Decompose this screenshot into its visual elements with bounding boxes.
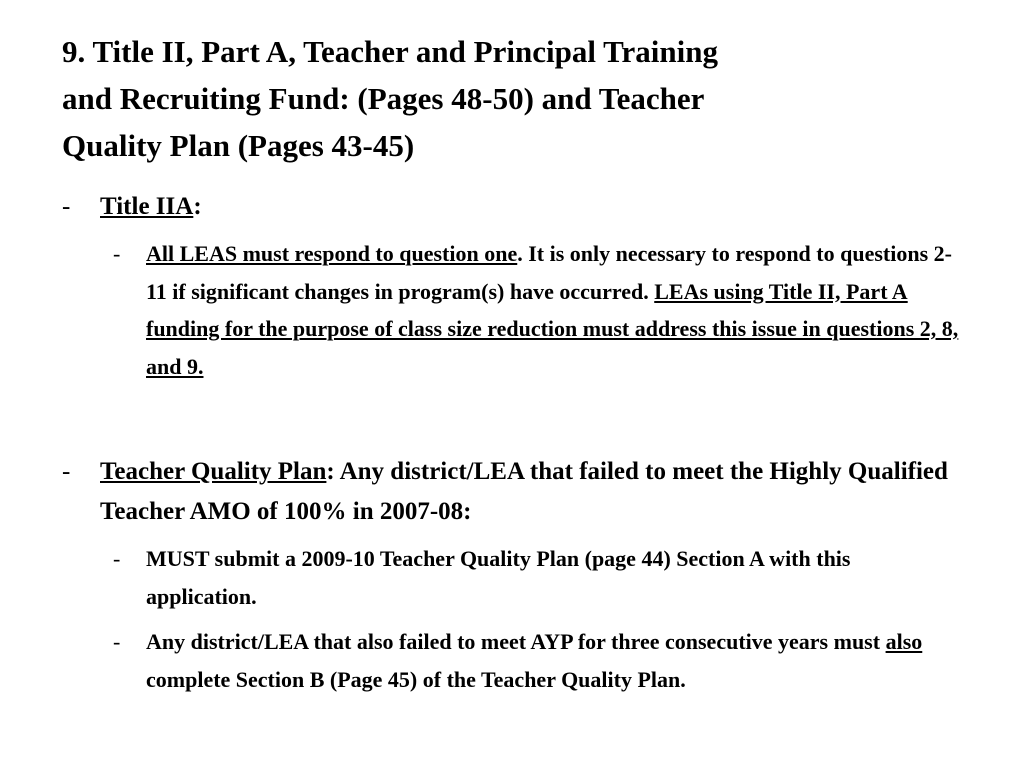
bullet-title-iia xyxy=(62,187,970,227)
bullet-dash: - xyxy=(62,193,71,220)
sub-bullet-dash: - xyxy=(113,546,121,571)
all-leas-requirement: All LEAS must respond to question one xyxy=(146,241,518,266)
sub-bullet-ayp xyxy=(113,623,961,698)
title-line-2: and Recruiting Fund: (Pages 48-50) and Teacher xyxy=(62,81,705,116)
bullet-title-iia-label: Title IIA xyxy=(100,193,194,220)
ayp-also-underlined: also xyxy=(885,629,923,654)
class-size-reduction-note: LEAs using Title II, Part A funding for the purpose of class size reduction must address this issue in questions 2, 8, and 9. xyxy=(146,278,959,379)
ayp-text-after: complete Section B (Page 45) of the Teacher Quality Plan. xyxy=(146,666,686,692)
sub-bullet-dash: - xyxy=(113,241,121,266)
sub-bullet-must-submit xyxy=(113,540,961,615)
bullet-teacher-quality-plan xyxy=(62,452,970,532)
bullet-teacher-quality-plan-text: : Any district/LEA that failed to meet the Highly Qualified Teacher AMO of 100% in 2007-08: xyxy=(100,458,948,525)
title-line-3: Quality Plan (Pages 43-45) xyxy=(62,128,415,163)
bullet-title-iia-colon: : xyxy=(193,193,202,220)
sub-bullet-dash: - xyxy=(113,629,121,654)
bullet-dash: - xyxy=(62,458,71,485)
sub-bullet-all-leas xyxy=(113,235,961,385)
must-submit-text: MUST submit a 2009-10 Teacher Quality Plan (page 44) Section A with this application. xyxy=(146,546,851,609)
slide-title xyxy=(62,28,962,169)
title-line-1: 9. Title II, Part A, Teacher and Principal Training xyxy=(62,34,718,69)
bullet-teacher-quality-plan-label: Teacher Quality Plan xyxy=(100,458,327,485)
ayp-text-before: Any district/LEA that also failed to meet AYP for three consecutive years must xyxy=(146,629,886,654)
questions-note: . It is only necessary to respond to questions 2-11 if significant changes in program(s) have occurred. xyxy=(146,241,952,304)
